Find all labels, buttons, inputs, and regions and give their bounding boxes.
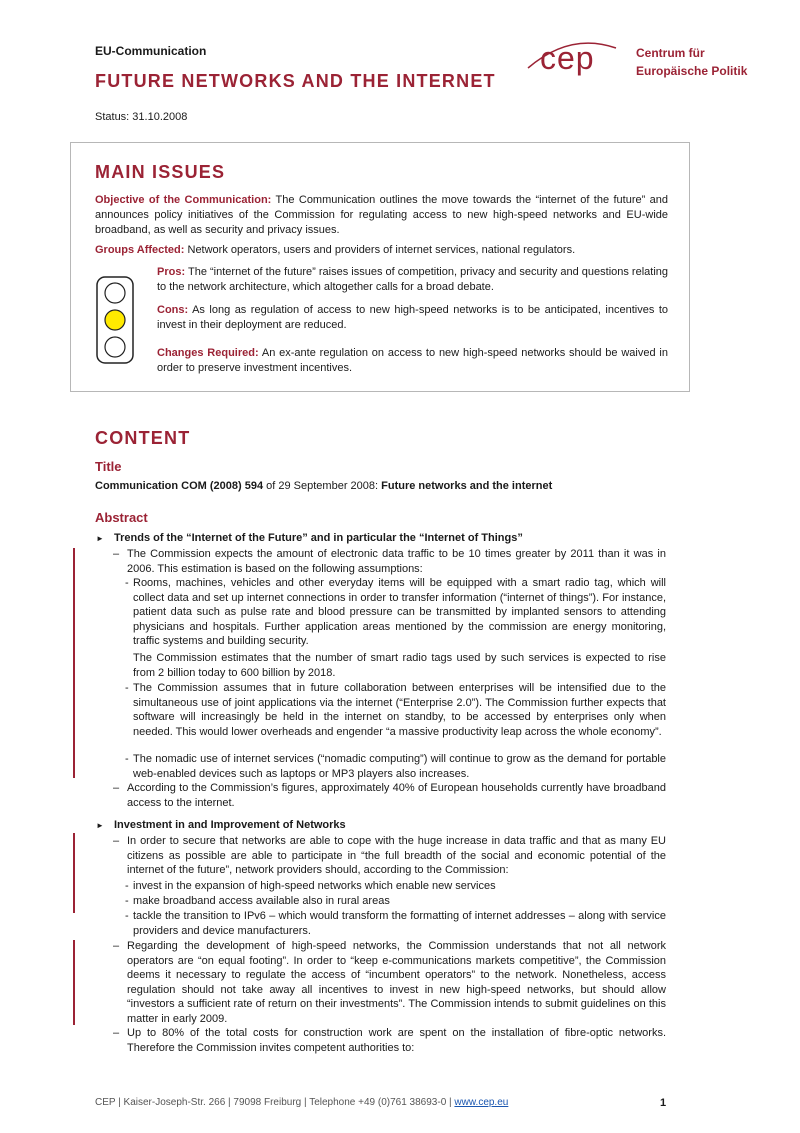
title-name: Future networks and the internet bbox=[381, 480, 553, 492]
bullet-triangle-icon: ► bbox=[96, 534, 104, 543]
bullet-heading-1 bbox=[96, 531, 684, 546]
title-mid: of 29 September 2008: bbox=[263, 480, 382, 492]
b1-paragraph-1: – The Commission expects the amount of electronic data traffic to be 10 times greater by 2011 than it was in 2006. This estimation is based on the following assumptions: bbox=[113, 548, 666, 575]
pros-label: Pros: bbox=[157, 266, 186, 278]
b1-paragraph-2: – According to the Commission’s figures, approximately 40% of European households currently have broadband access to the internet. bbox=[113, 782, 666, 809]
bullet-heading-2-text: Investment in and Improvement of Networks bbox=[114, 819, 346, 831]
groups-paragraph bbox=[95, 243, 668, 258]
margin-bar bbox=[73, 940, 75, 1025]
margin-bar bbox=[73, 548, 75, 778]
pros-text: The “internet of the future” raises issues of competition, privacy and security and questions relating to the network architecture, which altogether calls for a broad debate. bbox=[157, 266, 669, 293]
groups-text: Network operators, users and providers of internet services, national regulators. bbox=[187, 244, 576, 256]
pros-paragraph bbox=[157, 265, 668, 295]
b1-subitem-1-continued: The Commission estimates that the number of smart radio tags used by such services is expected to rise from 2 billion today to 600 billion by 2018. bbox=[133, 652, 666, 679]
org-name-line2: Europäische Politik bbox=[636, 64, 748, 78]
changes-paragraph bbox=[157, 346, 668, 376]
org-name bbox=[636, 44, 747, 80]
cons-text: As long as regulation of access to new high-speed networks is to be anticipated, incentives to invest in their deployment are reduced. bbox=[157, 304, 668, 331]
bullet-triangle-icon: ► bbox=[96, 821, 104, 830]
b1-subitem-1: - Rooms, machines, vehicles and other everyday items will be equipped with a smart radio tag, which will collect data and set up internet connections in order to transfer information (“internet of things”). For instance, patient data such as pulse rate and blood pressure can be transmitted by implanted sensors to attending physicians and hospitals. Further application areas mentioned by the commission are energy monitoring, traffic systems and building security. bbox=[125, 577, 666, 647]
b1-subitem-2: - The Commission assumes that in future collaboration between enterprises will be intensified due to the simultaneous use of joint applications via the internet (“Enterprise 2.0”). The Commission further expects that software will increasingly be held in the internet on standby, to be accessed by enterprises only when needed. This would lower overheads and engender “a massive productivity leap across the whole economy”. bbox=[125, 682, 666, 738]
traffic-light-icon bbox=[96, 276, 134, 364]
traffic-light-bottom bbox=[105, 337, 125, 357]
title-ref: Communication COM (2008) 594 bbox=[95, 480, 264, 492]
b2-paragraph-2: – Regarding the development of high-speed networks, the Commission understands that not all network operators are “on equal footing”. In order to “keep e-communications markets competitive”, the Commission deems it necessary to regulate the access of “incumbent operators” to the network. Nonetheless, access regulation should not take away all incentives to invest in new high-speed networks, but should allow “investors a sufficient rate of return on their investments”. The Commission intends to submit guidelines on this matter in early 2009. bbox=[113, 940, 666, 1025]
title-heading: Title bbox=[95, 459, 122, 474]
cep-logo-text: cep bbox=[540, 40, 595, 76]
b2-paragraph-3: – Up to 80% of the total costs for construction work are spent on the installation of fibre-optic networks. Therefore the Commission invites competent authorities to: bbox=[113, 1027, 666, 1054]
objective-label: Objective of the Communication: bbox=[95, 194, 272, 206]
cons-label: Cons: bbox=[157, 304, 189, 316]
main-issues-heading: MAIN ISSUES bbox=[95, 162, 226, 182]
objective-text: The Communication outlines the move towards the “internet of the future” and announces policy initiatives of the Commission for regulating access to new high-speed networks and EU-wide broadband, as well as security and privacy issues. bbox=[95, 194, 668, 236]
document-title: FUTURE NETWORKS AND THE INTERNET bbox=[95, 71, 496, 91]
content-heading: CONTENT bbox=[95, 428, 191, 448]
traffic-light-top bbox=[105, 283, 125, 303]
title-line bbox=[95, 480, 552, 492]
abstract-heading: Abstract bbox=[95, 510, 148, 525]
status-date: Status: 31.10.2008 bbox=[95, 111, 188, 123]
b2-subitem-1: - invest in the expansion of high-speed networks which enable new services bbox=[125, 880, 496, 892]
margin-bar bbox=[73, 833, 75, 913]
org-name-line1: Centrum für bbox=[636, 46, 705, 60]
bullet-heading-2 bbox=[96, 818, 684, 833]
changes-label: Changes Required: bbox=[157, 347, 259, 359]
bullet-heading-1-text: Trends of the “Internet of the Future” and in particular the “Internet of Things” bbox=[114, 532, 523, 544]
footer-address-text: CEP | Kaiser-Joseph-Str. 266 | 79098 Freiburg | Telephone +49 (0)761 38693-0 | bbox=[95, 1097, 455, 1108]
document-series: EU-Communication bbox=[95, 44, 207, 58]
traffic-light-middle bbox=[105, 310, 125, 330]
cons-paragraph bbox=[157, 303, 668, 333]
footer-website-link[interactable]: www.cep.eu bbox=[454, 1097, 509, 1108]
groups-label: Groups Affected: bbox=[95, 244, 185, 256]
objective-paragraph bbox=[95, 193, 668, 238]
footer-address bbox=[95, 1097, 508, 1108]
b2-subitem-3: - tackle the transition to IPv6 – which would transform the formatting of internet addresses – along with service providers and device manufacturers. bbox=[125, 910, 666, 937]
changes-text: An ex-ante regulation on access to new high-speed networks should be waived in order to preserve investment incentives. bbox=[157, 347, 668, 374]
b2-subitem-2: - make broadband access available also in rural areas bbox=[125, 895, 390, 907]
page-number: 1 bbox=[660, 1097, 667, 1109]
b2-paragraph-1: – In order to secure that networks are able to cope with the huge increase in data traffic and that as many EU citizens as possible are able to participate in “the full breadth of the social and economic potential of the internet of the future”, network providers should, according to the Commission: bbox=[113, 835, 666, 876]
b1-subitem-3: - The nomadic use of internet services (“nomadic computing”) will continue to grow as the demand for portable web-enabled devices such as laptops or MP3 players also increases. bbox=[125, 753, 666, 780]
